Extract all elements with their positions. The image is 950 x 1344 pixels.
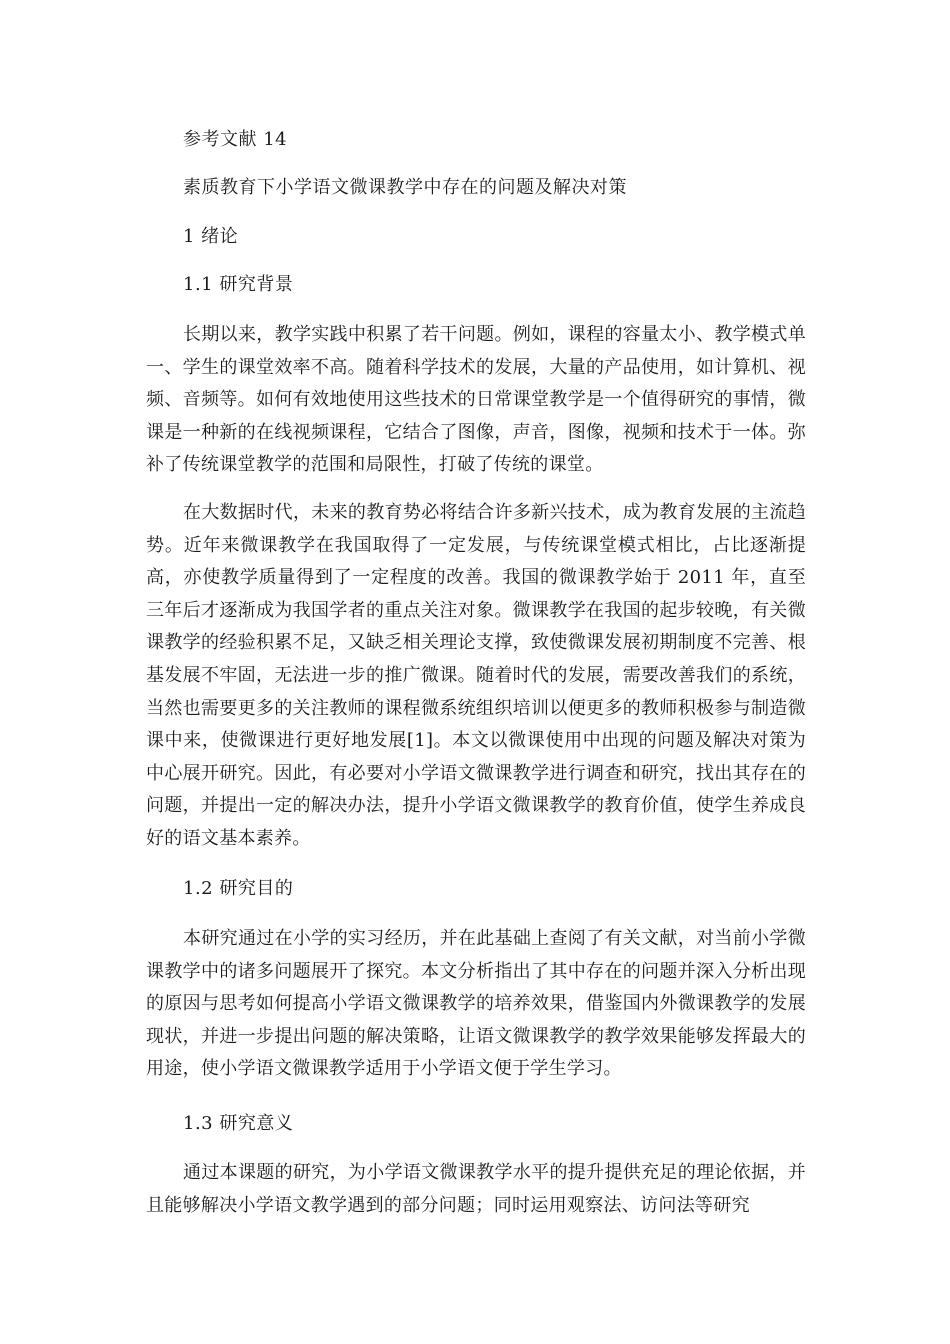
section-heading-1-3: 1.3 研究意义	[183, 1113, 294, 1134]
reference-heading: 参考文献 14	[183, 129, 288, 150]
paragraph-purpose: 本研究通过在小学的实习经历，并在此基础上查阅了有关文献，对当前小学微课教学中的诸多问题展开了探究。本文分析指出了其中存在的问题并深入分析出现的原因与思考如何提高小学语文微课教学的培养效果，借鉴国内外微课教学的发展现状，并进一步提出问题的解决策略，让语文微课教学的教学效果能够发挥最大的用途，使小学语文微课教学适用于小学语文便于学生学习。	[146, 928, 806, 1080]
paragraph-background-2: 在大数据时代，未来的教育势必将结合许多新兴技术，成为教育发展的主流趋势。近年来微课教学在我国取得了一定发展，与传统课堂模式相比，占比逐渐提高，亦使教学质量得到了一定程度的改善。我国的微课教学始于 2011 年，直至三年后才逐渐成为我国学者的重点关注对象。微课教学在我国的起步较晚，有关微课教学的经验积累不足，又缺乏相关理论支撑，致使微课发展初期制度不完善、根基发展不牢固，无法进一步的推广微课。随着时代的发展，需要改善我们的系统，当然也需要更多的关注教师的课程微系统组织培训以便更多的教师积极参与制造微课中来，使微课进行更好地发展[1]。本文以微课使用中出现的问题及解决对策为中心展开研究。因此，有必要对小学语文微课教学进行调查和研究，找出其存在的问题，并提出一定的解决办法，提升小学语文微课教学的教育价值，使学生养成良好的语文基本素养。	[146, 502, 806, 849]
section-heading-1-2: 1.2 研究目的	[183, 878, 294, 899]
paragraph-background-1: 长期以来，教学实践中积累了若干问题。例如，课程的容量太小、教学模式单一、学生的课堂效率不高。随着科学技术的发展，大量的产品使用，如计算机、视频、音频等。如何有效地使用这些技术的日常课堂教学是一个值得研究的事情，微课是一种新的在线视频课程，它结合了图像，声音，图像，视频和技术于一体。弥补了传统课堂教学的范围和局限性，打破了传统的课堂。	[146, 324, 806, 476]
chapter-heading-1: 1 绪论	[183, 226, 239, 247]
document-title: 素质教育下小学语文微课教学中存在的问题及解决对策	[183, 177, 627, 198]
paragraph-significance: 通过本课题的研究，为小学语文微课教学水平的提升提供充足的理论依据，并且能够解决小学语文教学遇到的部分问题；同时运用观察法、访问法等研究	[146, 1162, 806, 1216]
section-heading-1-1: 1.1 研究背景	[183, 274, 294, 295]
